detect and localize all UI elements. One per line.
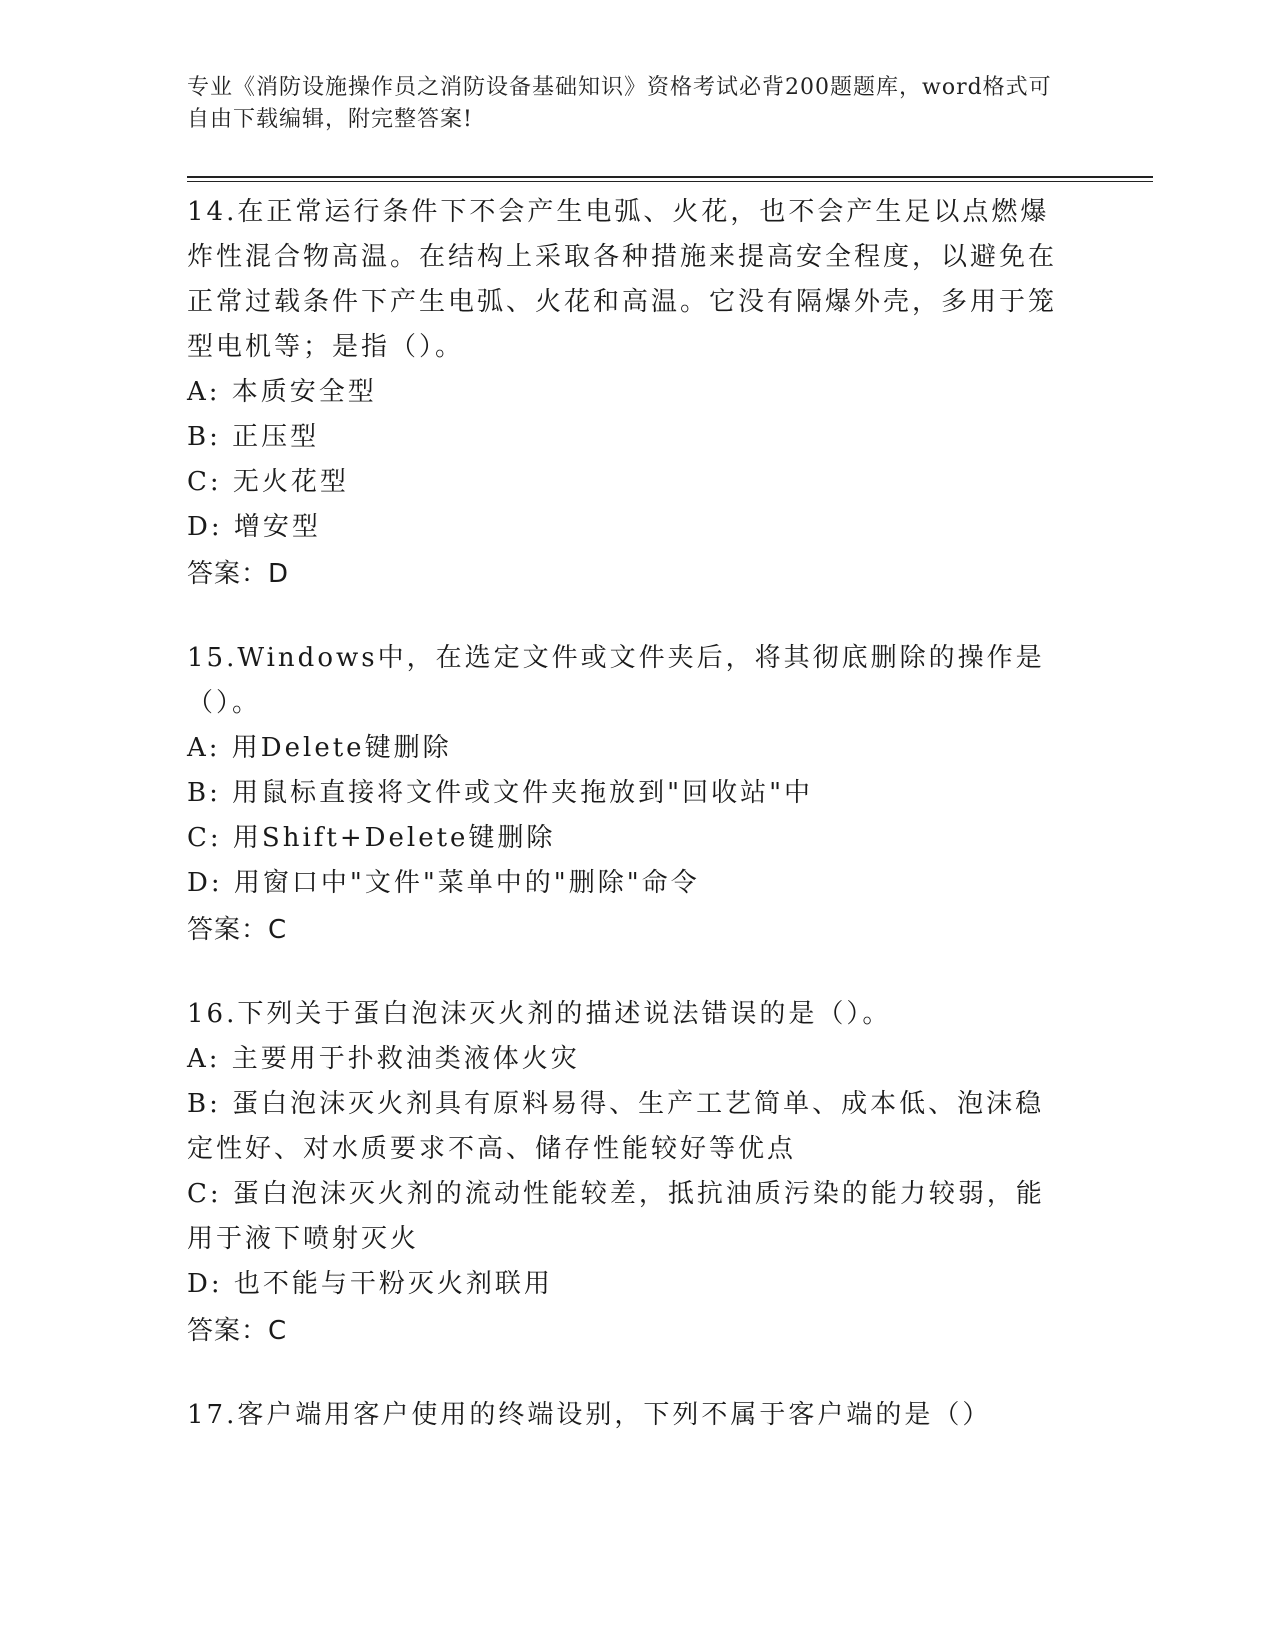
option-c: C: 用Shift+Delete键删除 [187, 823, 556, 853]
answer-line: 答案：C [187, 915, 288, 945]
option-a: A: 主要用于扑救油类液体火灾 [187, 1044, 580, 1074]
header-divider-thick [187, 176, 1153, 178]
option-b: B: 用鼠标直接将文件或文件夹拖放到"回收站"中 [187, 778, 814, 808]
question-list [187, 190, 1067, 1476]
option-b: B: 正压型 [187, 422, 320, 452]
option-d: D: 也不能与干粉灭火剂联用 [187, 1269, 553, 1299]
option-d: D: 用窗口中"文件"菜单中的"删除"命令 [187, 868, 700, 898]
option-d: D: 增安型 [187, 512, 321, 542]
question-stem: 16.下列关于蛋白泡沫灭火剂的描述说法错误的是（）。 [187, 999, 892, 1029]
question-16 [187, 992, 1067, 1355]
option-c: C: 无火花型 [187, 467, 349, 497]
answer-line: 答案：D [187, 559, 290, 589]
question-stem: 15.Windows中，在选定文件或文件夹后，将其彻底删除的操作是（）。 [187, 643, 1045, 718]
option-b: B: 蛋白泡沫灭火剂具有原料易得、生产工艺简单、成本低、泡沫稳定性好、对水质要求不高、储存性能较好等优点 [187, 1089, 1045, 1164]
question-15 [187, 636, 1067, 954]
header-divider-thin [187, 181, 1153, 182]
question-17 [187, 1393, 1067, 1438]
document-header: 专业《消防设施操作员之消防设备基础知识》资格考试必背200题题库，word格式可自由下载编辑，附完整答案! [187, 75, 1052, 132]
question-14 [187, 190, 1067, 598]
option-c: C: 蛋白泡沫灭火剂的流动性能较差，抵抗油质污染的能力较弱，能用于液下喷射灭火 [187, 1179, 1045, 1254]
answer-line: 答案：C [187, 1316, 288, 1346]
option-a: A: 本质安全型 [187, 377, 377, 407]
option-a: A: 用Delete键删除 [187, 733, 452, 763]
question-stem: 17.客户端用客户使用的终端设别，下列不属于客户端的是（） [187, 1400, 992, 1430]
question-stem: 14.在正常运行条件下不会产生电弧、火花，也不会产生足以点燃爆炸性混合物高温。在结构上采取各种措施来提高安全程度，以避免在正常过载条件下产生电弧、火花和高温。它没有隔爆外壳，多用于笼型电机等；是指（）。 [187, 197, 1058, 362]
